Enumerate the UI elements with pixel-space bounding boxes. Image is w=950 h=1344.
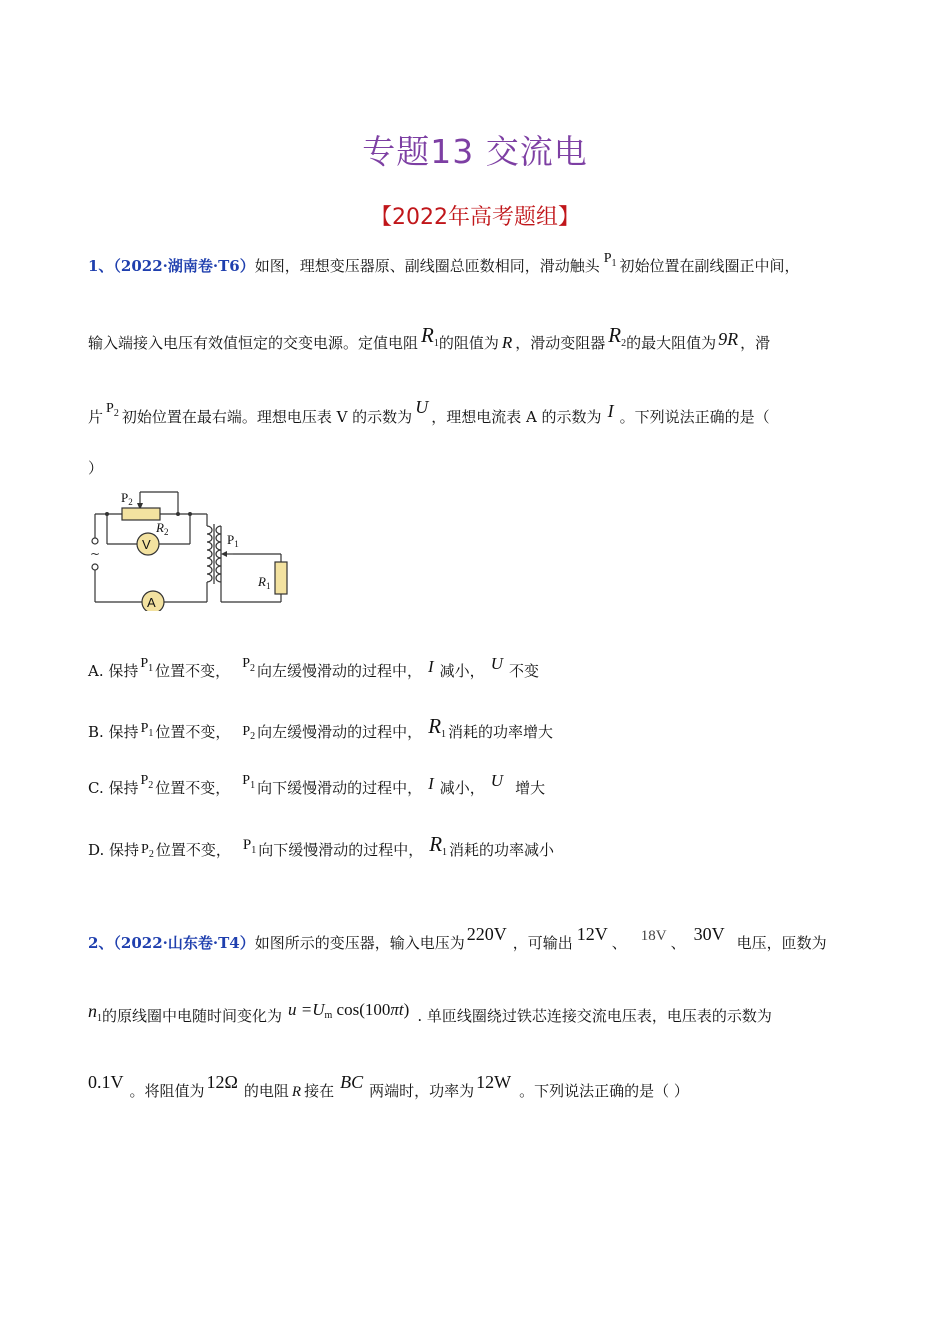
q1-text: 的阻值为 <box>438 334 499 352</box>
formula-u: u =Um cos(100πt) <box>288 1000 410 1021</box>
q2-number: 2、（2022·山东卷·T4） <box>88 934 255 952</box>
ammeter-label: A <box>147 595 156 610</box>
value-18v: 18V <box>640 928 667 944</box>
label-p2: $P_2$ <box>121 490 133 507</box>
sym-P1: $P_1$ <box>140 656 154 674</box>
sym-P1: $P_1$ <box>603 251 617 269</box>
label-r2: $R_2$ <box>156 520 169 537</box>
label-p1: $P_1$ <box>227 532 239 549</box>
value-0-1v: 0.1V <box>88 1072 124 1092</box>
sym-P1: $P_1$ <box>242 837 257 856</box>
resistor-r1 <box>275 562 287 594</box>
circuit-figure <box>85 486 305 611</box>
q1-text: 输入端接入电压有效值恒定的交变电源。定值电阻 <box>88 334 419 352</box>
option-a: A. 保持 $P_1$ 位置不变， $P_2$ 向左缓慢滑动的过程中， I 减小， U 不变 <box>88 654 539 680</box>
sym-R1: R1 <box>428 714 447 740</box>
sym-U: U <box>490 771 504 790</box>
option-b: B. 保持 $P_1$ 位置不变， $P_2$ 向左缓慢滑动的过程中， R1 消耗的功率增大 <box>88 714 554 742</box>
q1-text: 片 <box>88 408 104 426</box>
resistor-r2 <box>122 508 160 520</box>
q1-text: 初始位置在最右端。理想电压表 V 的示数为 <box>121 408 413 426</box>
sym-U: U <box>415 397 429 417</box>
group-heading: 【2022年高考题组】 <box>370 205 580 230</box>
q1-line-1 <box>88 251 800 280</box>
sym-P2: $P_2$ <box>141 842 154 860</box>
sym-9R: 9R <box>718 329 739 349</box>
q1-text: ，理想电流表 A 的示数为 <box>431 408 602 426</box>
q1-text: ，滑动变阻器 <box>515 334 606 352</box>
q1-text: 。下列说法正确的是（ <box>619 408 770 426</box>
option-d: D. 保持 $P_2$ 位置不变， $P_1$ 向下缓慢滑动的过程中， R1 消耗的功率减小 <box>88 832 555 860</box>
value-30v: 30V <box>693 924 725 944</box>
page-title: 专题13 交流电 <box>362 132 588 171</box>
sym-P2: $P_2$ <box>140 773 154 791</box>
q2-line-1: 2、（2022·山东卷·T4）如图所示的变压器，输入电压为 220V ，可输出 12V 、 18V 、 30V 电压，匝数为 <box>88 924 827 952</box>
q1-text: 的最大阻值为 <box>626 334 717 352</box>
sym-I: I <box>607 401 614 421</box>
value-220v: 220V <box>466 924 507 944</box>
sym-P2: $P_2$ <box>106 401 119 419</box>
label-r1: $R_1$ <box>258 574 271 591</box>
q1-text: 如图，理想变压器原、副线圈总匝数相同，滑动触头 <box>254 257 600 275</box>
ac-source-symbol: ~ <box>90 547 101 561</box>
option-c: C. 保持 $P_2$ 位置不变， $P_1$ 向下缓慢滑动的过程中， I 减小， U 增大 <box>88 771 546 797</box>
q2-line-2: $n_1$的原线圈中电随时间变化为 u =Um cos(100πt) . 单匝线圈绕过铁芯连接交流电压表，电压表的示数为 <box>88 1000 772 1025</box>
q2-line-3: 0.1V 。将阻值为 12Ω 的电阻 R 接在 BC 两端时，功率为 12W 。下列说法正确的是（ ） <box>88 1072 689 1100</box>
sym-R1: R1 <box>421 323 439 349</box>
voltmeter-label: V <box>142 537 151 552</box>
q1-number: 1、（2022·湖南卷·T6） <box>88 257 255 275</box>
q1-line-4: ） <box>88 459 104 477</box>
sym-BC: BC <box>340 1072 364 1092</box>
transformer-coils <box>207 524 221 584</box>
sym-I: I <box>428 774 434 793</box>
sym-R: R <box>291 1084 302 1100</box>
value-12w: 12W <box>476 1072 512 1092</box>
value-12v: 12V <box>576 924 608 944</box>
sym-P2: $P_2$ <box>242 656 255 674</box>
sym-n1: $n_1$ <box>88 1001 102 1024</box>
sym-P1: $P_1$ <box>140 721 154 739</box>
q1-line-3 <box>88 397 770 431</box>
sym-I: I <box>428 657 434 676</box>
q1-text: 初始位置在副线圈正中间， <box>619 257 800 275</box>
q1-text: ，滑 <box>740 334 771 352</box>
sym-R1: R1 <box>429 832 448 858</box>
value-12-ohm: 12Ω <box>206 1072 238 1092</box>
source-terminal <box>92 564 98 570</box>
sym-P2: $P_2$ <box>242 724 256 742</box>
sym-P1: $P_1$ <box>242 773 256 791</box>
sym-R2: R2 <box>608 323 627 349</box>
source-terminal <box>92 538 98 544</box>
sym-U: U <box>490 654 503 673</box>
q1-line-2 <box>88 323 771 357</box>
sym-R: R <box>501 333 513 352</box>
